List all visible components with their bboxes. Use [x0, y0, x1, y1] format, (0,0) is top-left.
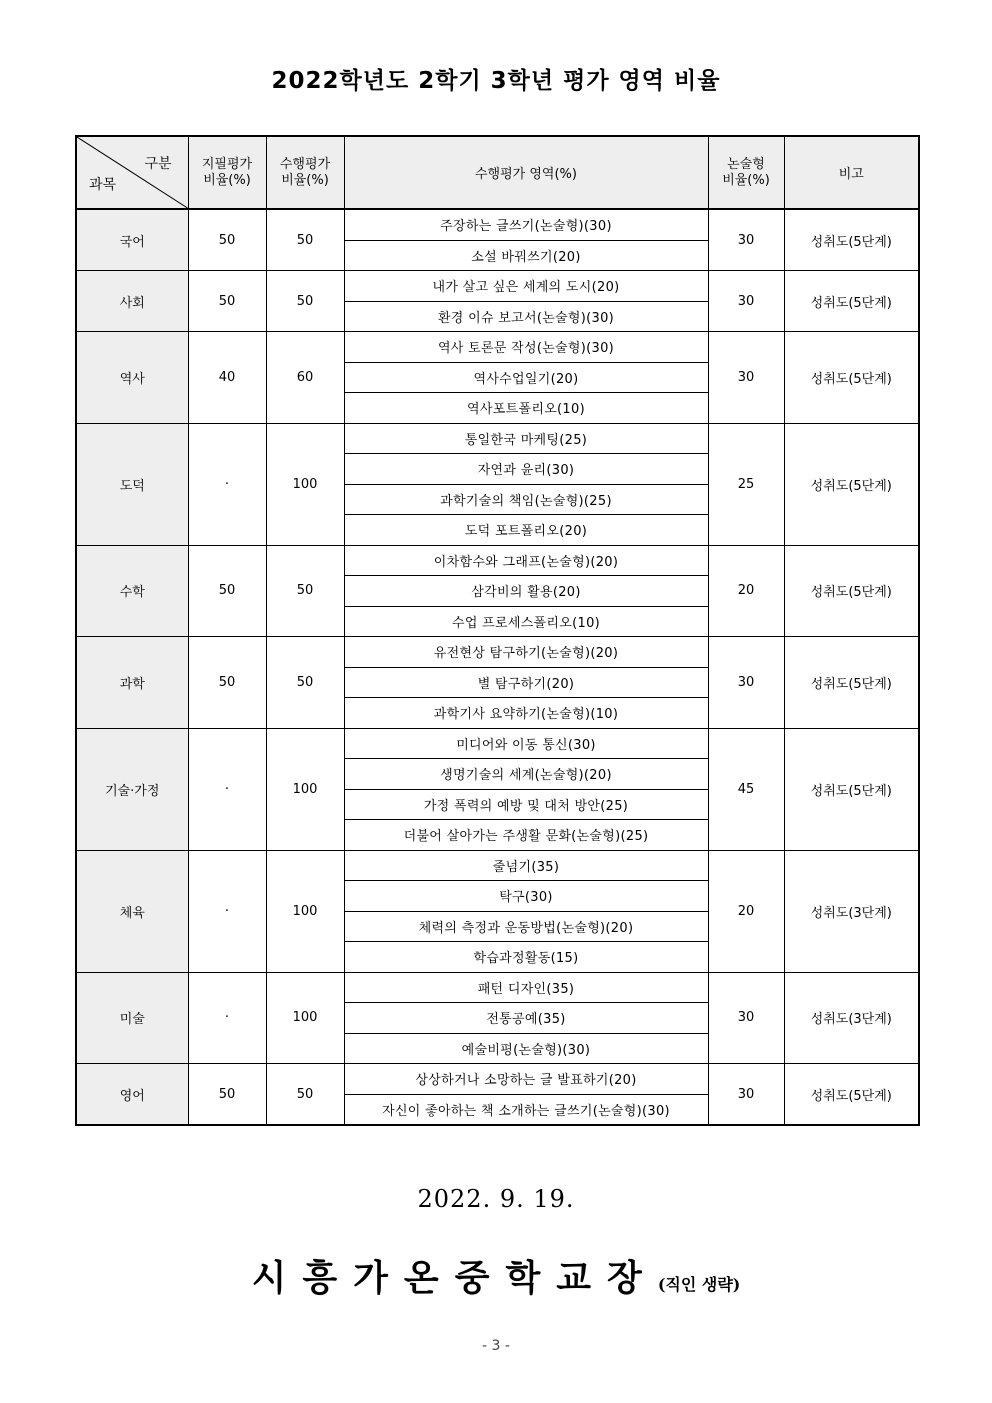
performance-area-cell: 더불어 살아가는 주생활 문화(논술형)(25) [344, 820, 708, 851]
table-body [76, 209, 919, 1125]
header-corner-cell [76, 136, 188, 209]
performance-area-cell: 미디어와 이동 통신(30) [344, 728, 708, 759]
header-written-ratio [188, 136, 266, 209]
performance-area-cell: 별 탐구하기(20) [344, 667, 708, 698]
table-row [76, 271, 919, 302]
header-essay-ratio [708, 136, 784, 209]
note-cell: 성취도(5단계) [784, 423, 919, 545]
performance-area-cell: 생명기술의 세계(논술형)(20) [344, 759, 708, 790]
written-ratio-cell: 40 [188, 332, 266, 424]
performance-area-cell: 이차함수와 그래프(논술형)(20) [344, 545, 708, 576]
performance-area-cell: 통일한국 마케팅(25) [344, 423, 708, 454]
performance-area-cell: 내가 살고 싶은 세계의 도시(20) [344, 271, 708, 302]
subject-cell: 기술·가정 [76, 728, 188, 850]
header-essay-line2: 비율(%) [722, 172, 770, 188]
written-ratio-cell: · [188, 728, 266, 850]
performance-ratio-cell: 60 [266, 332, 344, 424]
header-performance-ratio [266, 136, 344, 209]
header-written-line1: 지필평가 [201, 156, 253, 172]
written-ratio-cell: 50 [188, 1064, 266, 1126]
header-gwamok: 과목 [89, 177, 117, 193]
performance-ratio-cell: 100 [266, 972, 344, 1064]
subject-cell: 과학 [76, 637, 188, 729]
essay-ratio-cell: 20 [708, 545, 784, 637]
performance-area-cell: 유전현상 탐구하기(논술형)(20) [344, 637, 708, 668]
table-header-row [76, 136, 919, 209]
performance-area-cell: 상상하거나 소망하는 글 발표하기(20) [344, 1064, 708, 1095]
performance-area-cell: 역사 토론문 작성(논술형)(30) [344, 332, 708, 363]
header-essay-line1: 논술형 [727, 156, 765, 172]
table-row [76, 332, 919, 363]
table-row [76, 423, 919, 454]
performance-ratio-cell: 50 [266, 637, 344, 729]
table-row [76, 728, 919, 759]
subject-cell: 미술 [76, 972, 188, 1064]
performance-area-cell: 수업 프로세스폴리오(10) [344, 606, 708, 637]
document-date: 2022. 9. 19. [417, 1185, 575, 1213]
performance-area-cell: 학습과정활동(15) [344, 942, 708, 973]
performance-area-cell: 체력의 측정과 운동방법(논술형)(20) [344, 911, 708, 942]
header-gubun: 구분 [144, 156, 172, 172]
subject-cell: 수학 [76, 545, 188, 637]
table-row [76, 1064, 919, 1095]
subject-cell: 도덕 [76, 423, 188, 545]
essay-ratio-cell: 30 [708, 332, 784, 424]
table-row [76, 545, 919, 576]
subject-cell: 체육 [76, 850, 188, 972]
document-title: 2022학년도 2학기 3학년 평가 영역 비율 [271, 68, 721, 94]
principal-signature: 시흥가온중학교장 [251, 1257, 658, 1299]
performance-ratio-cell: 50 [266, 545, 344, 637]
header-written-line2: 비율(%) [203, 172, 251, 188]
essay-ratio-cell: 30 [708, 209, 784, 271]
subject-cell: 역사 [76, 332, 188, 424]
note-cell: 성취도(3단계) [784, 850, 919, 972]
essay-ratio-cell: 30 [708, 637, 784, 729]
written-ratio-cell: 50 [188, 545, 266, 637]
table-row [76, 637, 919, 668]
performance-area-cell: 역사수업일기(20) [344, 362, 708, 393]
performance-area-cell: 전통공예(35) [344, 1003, 708, 1034]
written-ratio-cell: · [188, 972, 266, 1064]
note-cell: 성취도(5단계) [784, 209, 919, 271]
note-cell: 성취도(5단계) [784, 1064, 919, 1126]
essay-ratio-cell: 20 [708, 850, 784, 972]
subject-cell: 국어 [76, 209, 188, 271]
essay-ratio-cell: 45 [708, 728, 784, 850]
performance-area-cell: 역사포트폴리오(10) [344, 393, 708, 424]
subject-cell: 사회 [76, 271, 188, 332]
note-cell: 성취도(5단계) [784, 545, 919, 637]
header-perf-line2: 비율(%) [281, 172, 329, 188]
performance-area-cell: 자연과 윤리(30) [344, 454, 708, 485]
essay-ratio-cell: 30 [708, 271, 784, 332]
table-row [76, 209, 919, 240]
essay-ratio-cell: 30 [708, 1064, 784, 1126]
performance-area-cell: 과학기사 요약하기(논술형)(10) [344, 698, 708, 729]
note-cell: 성취도(5단계) [784, 271, 919, 332]
written-ratio-cell: 50 [188, 637, 266, 729]
performance-area-cell: 자신이 좋아하는 책 소개하는 글쓰기(논술형)(30) [344, 1094, 708, 1125]
table-row [76, 972, 919, 1003]
note-cell: 성취도(5단계) [784, 332, 919, 424]
performance-area-cell: 과학기술의 책임(논술형)(25) [344, 484, 708, 515]
performance-area-cell: 환경 이슈 보고서(논술형)(30) [344, 301, 708, 332]
note-cell: 성취도(3단계) [784, 972, 919, 1064]
evaluation-table [75, 135, 920, 1126]
performance-area-cell: 패턴 디자인(35) [344, 972, 708, 1003]
performance-area-cell: 도덕 포트폴리오(20) [344, 515, 708, 546]
performance-area-cell: 예술비평(논술형)(30) [344, 1033, 708, 1064]
table-row [76, 850, 919, 881]
page-number: - 3 - [482, 1338, 510, 1354]
performance-area-cell: 탁구(30) [344, 881, 708, 912]
performance-ratio-cell: 100 [266, 728, 344, 850]
performance-ratio-cell: 100 [266, 423, 344, 545]
performance-ratio-cell: 50 [266, 1064, 344, 1126]
note-cell: 성취도(5단계) [784, 728, 919, 850]
performance-area-cell: 줄넘기(35) [344, 850, 708, 881]
header-perf-line1: 수행평가 [279, 156, 331, 172]
subject-cell: 영어 [76, 1064, 188, 1126]
written-ratio-cell: 50 [188, 271, 266, 332]
performance-ratio-cell: 100 [266, 850, 344, 972]
written-ratio-cell: · [188, 423, 266, 545]
performance-ratio-cell: 50 [266, 209, 344, 271]
performance-area-cell: 소설 바꿔쓰기(20) [344, 240, 708, 271]
header-note: 비고 [784, 136, 919, 209]
performance-area-cell: 가정 폭력의 예방 및 대처 방안(25) [344, 789, 708, 820]
essay-ratio-cell: 25 [708, 423, 784, 545]
note-cell: 성취도(5단계) [784, 637, 919, 729]
performance-area-cell: 삼각비의 활용(20) [344, 576, 708, 607]
performance-area-cell: 주장하는 글쓰기(논술형)(30) [344, 209, 708, 240]
essay-ratio-cell: 30 [708, 972, 784, 1064]
signature-block [0, 1250, 992, 1301]
performance-ratio-cell: 50 [266, 271, 344, 332]
written-ratio-cell: · [188, 850, 266, 972]
written-ratio-cell: 50 [188, 209, 266, 271]
header-performance-areas: 수행평가 영역(%) [344, 136, 708, 209]
signature-note: (직인 생략) [657, 1275, 741, 1294]
